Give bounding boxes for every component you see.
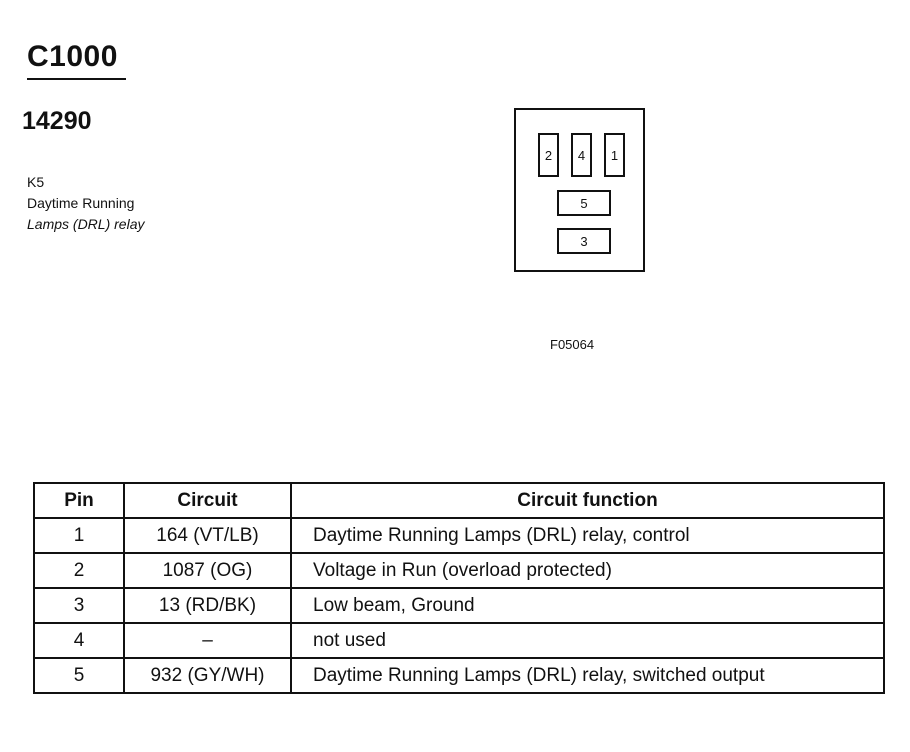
table-row	[34, 588, 884, 623]
cavity-pin-4: 4	[571, 133, 592, 177]
part-number: 14290	[22, 107, 92, 135]
table-header-row	[34, 483, 884, 518]
cell-function: Daytime Running Lamps (DRL) relay, switched output	[291, 658, 884, 693]
component-description	[27, 172, 144, 235]
title-underline	[27, 78, 126, 80]
header-pin: Pin	[34, 483, 124, 518]
connector-title: C1000	[27, 40, 118, 73]
figure-code: F05064	[550, 337, 595, 352]
table-row	[34, 658, 884, 693]
pin-table	[33, 482, 885, 694]
cavity-pin-1: 1	[604, 133, 625, 177]
component-code: K5	[27, 174, 45, 190]
connector-face-diagram	[514, 108, 645, 272]
table-row	[34, 623, 884, 658]
component-name-line2: Lamps (DRL) relay	[27, 216, 145, 232]
table-row	[34, 518, 884, 553]
cell-pin: 2	[34, 553, 124, 588]
cell-pin: 1	[34, 518, 124, 553]
cavity-pin-2: 2	[538, 133, 559, 177]
cell-circuit: 932 (GY/WH)	[124, 658, 291, 693]
cell-circuit: 13 (RD/BK)	[124, 588, 291, 623]
cell-pin: 4	[34, 623, 124, 658]
table-row	[34, 553, 884, 588]
cell-pin: 5	[34, 658, 124, 693]
component-name-line1: Daytime Running	[27, 195, 135, 211]
cell-pin: 3	[34, 588, 124, 623]
cavity-pin-3: 3	[557, 228, 611, 254]
cell-function: Voltage in Run (overload protected)	[291, 553, 884, 588]
cell-function: not used	[291, 623, 884, 658]
cell-function: Low beam, Ground	[291, 588, 884, 623]
header-circuit: Circuit	[124, 483, 291, 518]
cell-function: Daytime Running Lamps (DRL) relay, control	[291, 518, 884, 553]
cavity-pin-5: 5	[557, 190, 611, 216]
header-circuit-function: Circuit function	[291, 483, 884, 518]
cell-circuit: 1087 (OG)	[124, 553, 291, 588]
cell-circuit: 164 (VT/LB)	[124, 518, 291, 553]
cell-circuit: –	[124, 623, 291, 658]
